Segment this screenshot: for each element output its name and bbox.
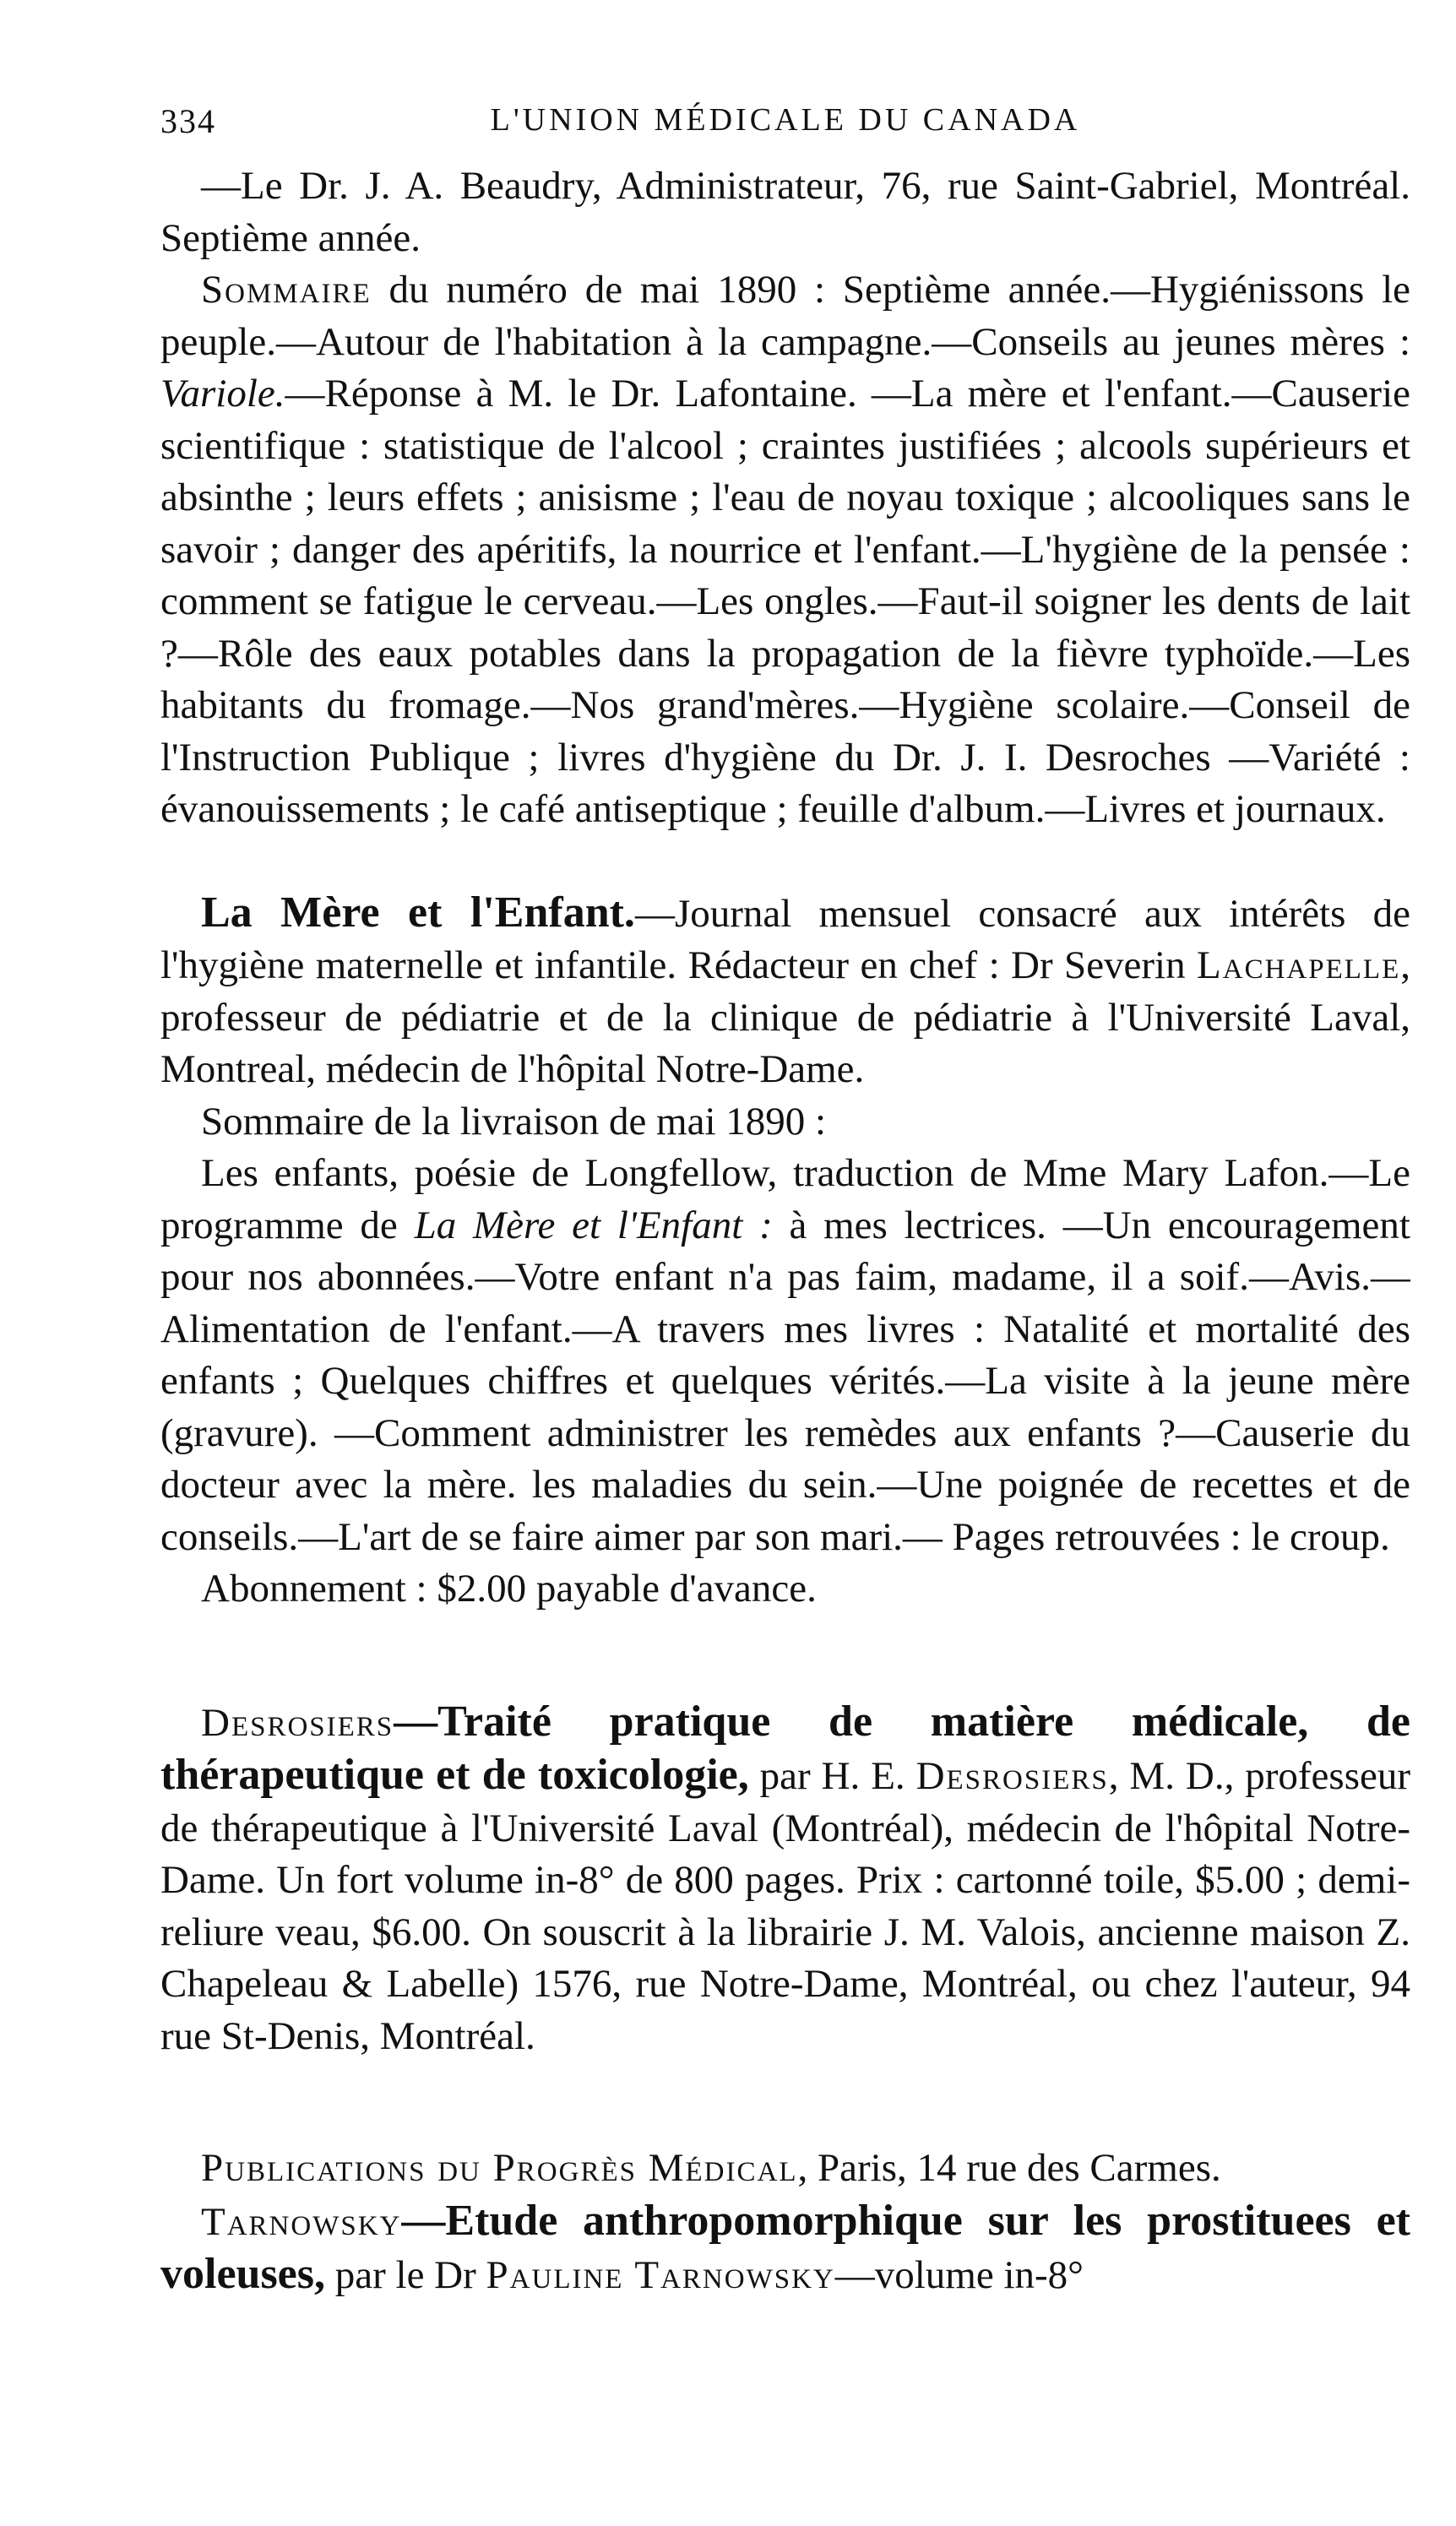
tarnowsky-author: Pauline Tarnowsky (486, 2253, 835, 2297)
mere-enfant-text: —Journal mensuel consacré aux intérêts de l'hygiène maternelle et infantile. Rédacteur en chef : Dr Severin (160, 891, 1410, 987)
desrosiers-text-b: , M. D., professeur de thérapeutique à l'Université Laval (Montréal), médecin de l'hôpital Notre-Dame. Un fort volume in-8° de 800 pages. Prix : cartonné toile, $5.00 ; demi-reliure veau, $6.00. On souscrit à la librairie J. M. Valois, ancienne maison Z. Chapeleau & Labelle) 1576, rue Notre-Dame, Montréal, ou chez l'auteur, 94 rue St-Denis, Montréal. (160, 1754, 1410, 2058)
mere-enfant-body (160, 1148, 1410, 1563)
mere-enfant-sommaire: Sommaire de la livraison de mai 1890 : (201, 1099, 827, 1143)
tarnowsky-title: —Etude anthropomorphique sur les prostituees et voleuses, (160, 2196, 1410, 2298)
tarnowsky-text-a: par le Dr (325, 2253, 486, 2297)
sommaire-lead: Sommaire (201, 268, 372, 312)
page-number: 334 (160, 102, 216, 140)
desrosiers-lead: Desrosiers (201, 1700, 394, 1745)
sommaire-text: du numéro de mai 1890 : Septième année.—Hygiénissons le peuple.—Autour de l'habitation à la campagne.—Conseils au jeunes mères : (160, 268, 1410, 364)
mere-enfant-paragraph (160, 887, 1410, 1096)
mere-enfant-author: Lachapelle (1197, 943, 1401, 987)
sommaire-paragraph (160, 264, 1410, 836)
mere-enfant-body-b: à mes lectrices. —Un encouragement pour nos abonnées.—Votre enfant n'a pas faim, madame, il a soif.—Avis.—Alimentation de l'enfant.—A travers mes livres : Natalité et mortalité des enfants ; Quelques chiffres et quelques vérités.—La visite à la jeune mère (gravure). —Comment administrer les remèdes aux enfants ?—Causerie du docteur avec la mère. les maladies du sein.—Une poignée de recettes et de conseils.—L'art de se faire aimer par son mari.— Pages retrouvées : le croup. (160, 1203, 1410, 1559)
running-head (160, 101, 1410, 160)
desrosiers-author: Desrosiers (915, 1754, 1109, 1798)
tarnowsky-lead: Tarnowsky (201, 2199, 402, 2244)
mere-enfant-body-a: Les enfants, poésie de Longfellow, traduction de Mme Mary Lafon.—Le programme de (160, 1151, 1410, 1247)
desrosiers-paragraph (160, 1696, 1410, 2063)
progres-medical-notice (160, 2143, 1410, 2302)
tarnowsky-paragraph (160, 2195, 1410, 2302)
desrosiers-notice (160, 1696, 1410, 2063)
progres-line-sc: Publications du Progrès Médical (201, 2146, 798, 2190)
journal-title: L'UNION MÉDICALE DU CANADA (490, 102, 1081, 138)
mere-enfant-title: La Mère et l'Enfant. (201, 888, 635, 937)
desrosiers-title: —Traité pratique de matière médicale, de thérapeutique et de toxicologie, (160, 1697, 1410, 1799)
sommaire-italic: Variole. (160, 372, 285, 416)
publication-notice-intro (160, 160, 1410, 836)
document-page (160, 101, 1410, 2466)
administrator-line: —Le Dr. J. A. Beaudry, Administrateur, 76, rue Saint-Gabriel, Montréal. Septième année. (160, 164, 1410, 260)
sommaire-rest: —Réponse à M. le Dr. Lafontaine. —La mère et l'enfant.—Causerie scientifique : statistique de l'alcool ; craintes justifiées ; alcools supérieurs et absinthe ; leurs effets ; anisisme ; l'eau de noyau toxique ; alcooliques sans le savoir ; danger des apéritifs, la nourrice et l'enfant.—L'hygiène de la pensée : comment se fatigue le cerveau.—Les ongles.—Faut-il soigner les dents de lait ?—Rôle des eaux potables dans la propagation de la fièvre typhoïde.—Les habitants du fromage.—Nos grand'mères.—Hygiène scolaire.—Conseil de l'Instruction Publique ; livres d'hygiène du Dr. J. I. Desroches —Variété : évanouissements ; le café antiseptique ; feuille d'album.—Livres et journaux. (160, 372, 1410, 831)
progres-line (160, 2143, 1410, 2195)
mere-enfant-text2: , professeur de pédiatrie et de la clinique de pédiatrie à l'Université Laval, Montreal, médecin de l'hôpital Notre-Dame. (160, 943, 1410, 1091)
tarnowsky-text-b: —volume in-8° (834, 2253, 1084, 2297)
mere-enfant-abonnement: Abonnement : $2.00 payable d'avance. (201, 1567, 817, 1611)
progres-line-rest: , Paris, 14 rue des Carmes. (797, 2146, 1221, 2190)
mere-enfant-notice (160, 887, 1410, 1616)
desrosiers-text-a: par H. E. (748, 1754, 916, 1798)
mere-enfant-body-italic: La Mère et l'Enfant : (414, 1203, 773, 1247)
